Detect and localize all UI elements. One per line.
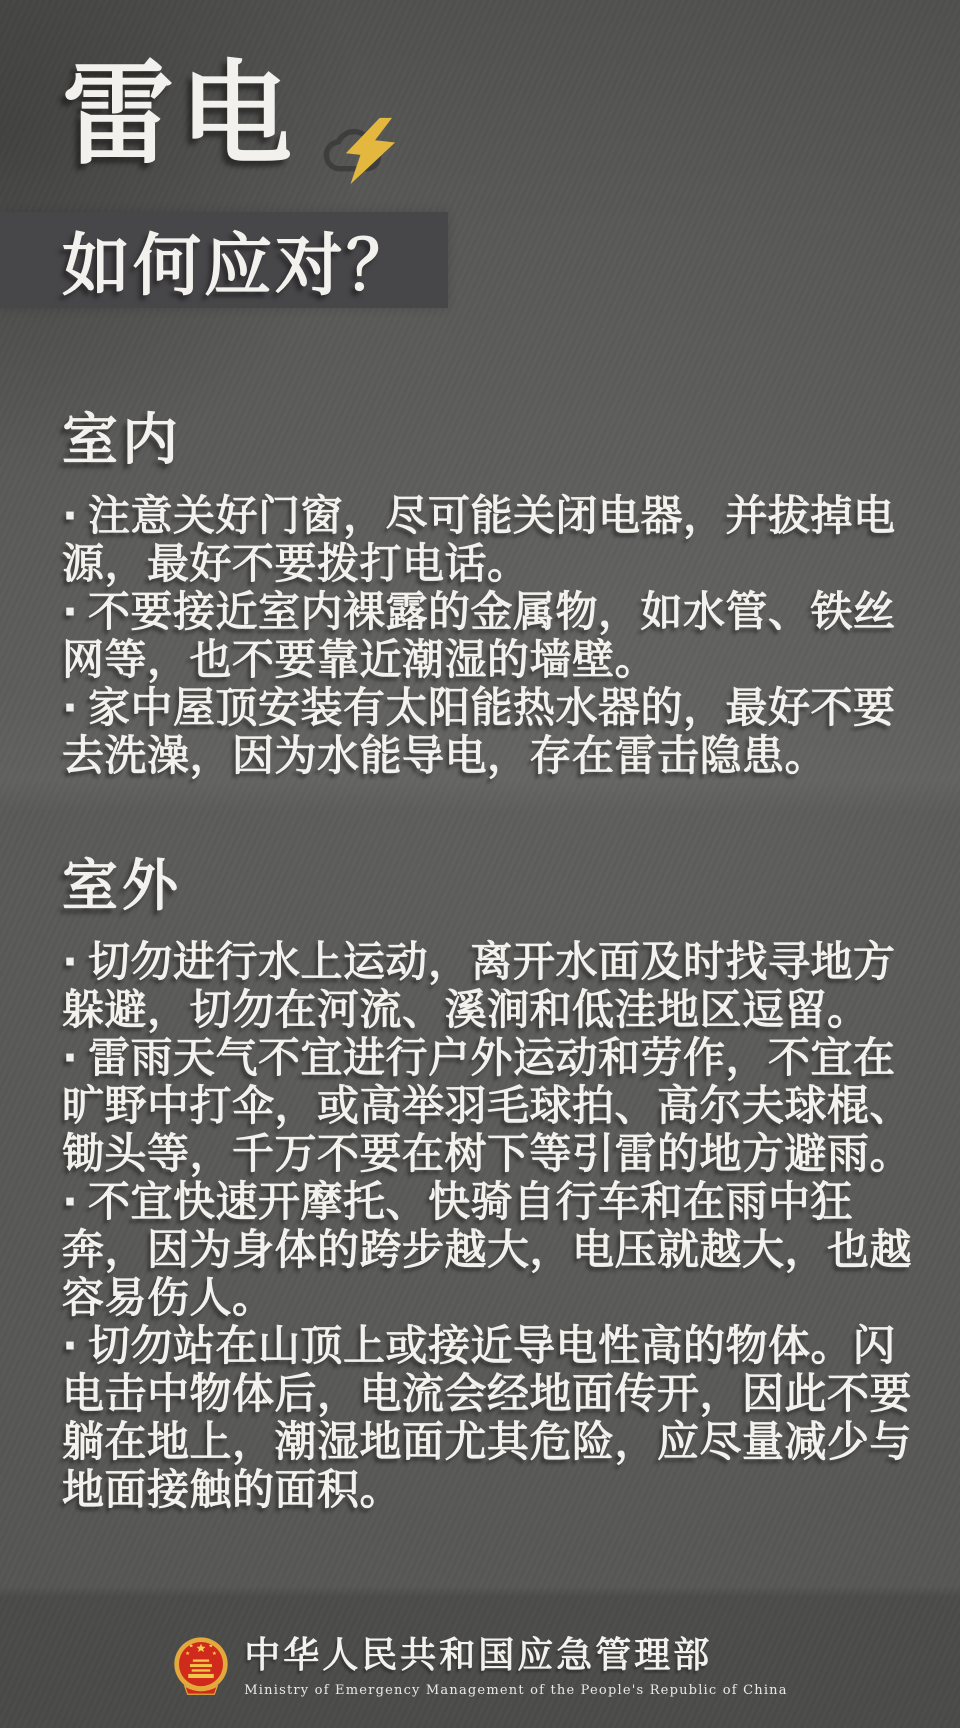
bullet-dot: · [62, 491, 79, 541]
cloud-lightning-icon [312, 116, 412, 186]
page-subtitle: 如何应对？ [62, 226, 418, 306]
bullet-item: · 切勿站在山顶上或接近导电性高的物体。闪电击中物体后，电流会经地面传开，因此不要躺在地上，潮湿地面尤其危险，应尽量减少与地面接触的面积。 [62, 1321, 913, 1515]
bullet-dot: · [62, 1321, 79, 1371]
bullet-dot: · [62, 587, 79, 637]
header [0, 0, 960, 180]
subtitle-band [0, 212, 448, 308]
bullet-list [62, 492, 930, 780]
bullet-dot: · [62, 1177, 79, 1227]
bullet-dot: · [62, 937, 79, 987]
prc-national-emblem-icon [172, 1636, 230, 1698]
bullet-item: · 注意关好门窗，尽可能关闭电器，并拔掉电源，最好不要拨打电话。 [62, 491, 896, 589]
bullet-list [62, 938, 930, 1514]
section [62, 396, 930, 780]
footer-org-name-cn: 中华人民共和国应急管理部 [244, 1635, 713, 1676]
bullet-item: · 切勿进行水上运动，离开水面及时找寻地方躲避，切勿在河流、溪涧和低洼地区逗留。 [62, 937, 896, 1035]
bullet-dot: · [62, 683, 79, 733]
section [62, 842, 930, 1514]
footer [0, 1636, 960, 1698]
bullet-item: · 不宜快速开摩托、快骑自行车和在雨中狂奔，因为身体的跨步越大，电压就越大，也越容易伤人。 [62, 1177, 913, 1323]
bullet-dot: · [62, 1033, 79, 1083]
footer-org [244, 1636, 787, 1698]
bullet-item: · 不要接近室内裸露的金属物，如水管、铁丝网等，也不要靠近潮湿的墙壁。 [62, 587, 896, 685]
page-title: 雷电 [62, 50, 298, 180]
section-heading: 室内 [62, 408, 182, 474]
section-heading: 室外 [62, 854, 182, 920]
bullet-item: · 雷雨天气不宜进行户外运动和劳作，不宜在旷野中打伞，或高举羽毛球拍、高尔夫球棍、锄头等，千万不要在树下等引雷的地方避雨。 [62, 1033, 913, 1179]
sections [0, 396, 960, 1514]
footer-org-name-en: Ministry of Emergency Management of the People's Republic of China [244, 1682, 788, 1698]
bullet-item: · 家中屋顶安装有太阳能热水器的，最好不要去洗澡，因为水能导电，存在雷击隐患。 [62, 683, 896, 781]
